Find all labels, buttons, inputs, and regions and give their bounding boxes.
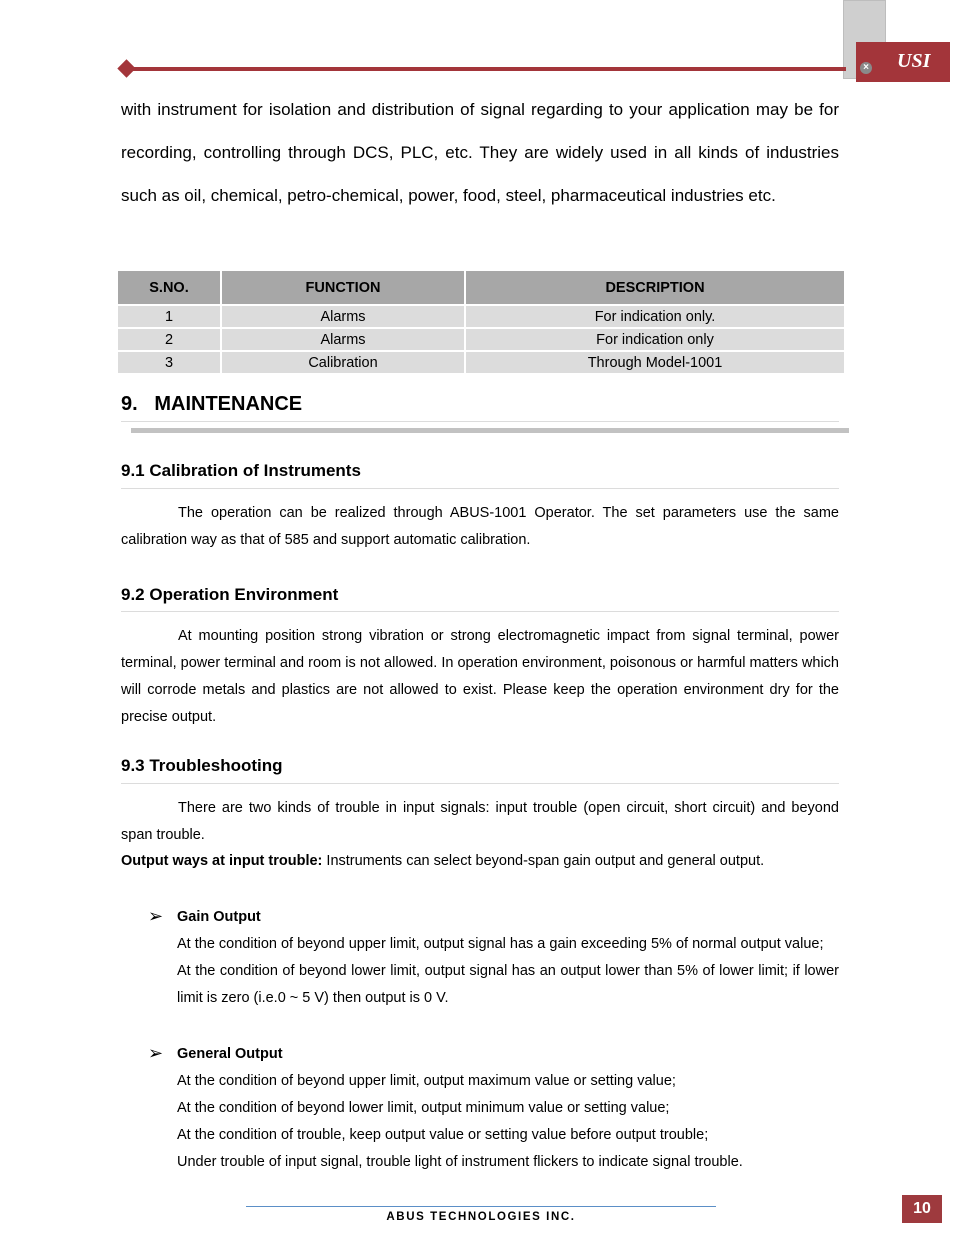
arrow-bullet-icon: ➢: [148, 1043, 164, 1063]
intro-paragraph: with instrument for isolation and distribution of signal regarding to your application may be for recording, controlling through DCS, PLC, etc. They are widely used in all kinds of industries such as oil, chemical, petro-chemical, power, food, steel, pharmaceutical industries etc.: [121, 100, 839, 205]
general-output-line: At the condition of beyond upper limit, output maximum value or setting value;: [177, 1073, 676, 1089]
output-ways-label: Output ways at input trouble:: [121, 853, 323, 869]
table-header-row: [118, 271, 844, 305]
table-cell: For indication only: [465, 328, 844, 351]
footer-company: ABUS TECHNOLOGIES INC.: [386, 1211, 576, 1223]
table-cell: Alarms: [221, 328, 465, 351]
troubleshooting-paragraph: There are two kinds of trouble in input signals: input trouble (open circuit, short circuit) and beyond span trouble.: [121, 800, 839, 843]
gain-output-line: At the condition of beyond upper limit, output signal has a gain exceeding 5% of normal output value;: [177, 936, 824, 952]
output-ways-line: [121, 848, 764, 875]
table-cell: Calibration: [221, 351, 465, 373]
function-table: [118, 271, 844, 373]
general-output-line: At the condition of beyond lower limit, output minimum value or setting value;: [177, 1100, 670, 1116]
page-number: 10: [902, 1195, 942, 1223]
general-output-line: Under trouble of input signal, trouble light of instrument flickers to indicate signal trouble.: [177, 1154, 743, 1170]
table-cell: 2: [118, 328, 221, 351]
arrow-bullet-icon: ➢: [148, 906, 164, 926]
general-output-label: General Output: [177, 1046, 283, 1062]
usi-logo: USI: [856, 42, 950, 82]
table-cell: For indication only.: [465, 305, 844, 328]
header-rule: [126, 67, 846, 71]
gain-output-body: [177, 931, 839, 1012]
table-cell: Through Model-1001: [465, 351, 844, 373]
general-output-line: At the condition of trouble, keep output value or setting value before output trouble;: [177, 1127, 709, 1143]
table-header: S.NO.: [118, 271, 221, 305]
table-header: DESCRIPTION: [465, 271, 844, 305]
table-row: [118, 305, 844, 328]
subsection-rule: [121, 611, 839, 612]
subsection-heading-calibration: 9.1 Calibration of Instruments: [121, 461, 361, 480]
section-heading-maintenance: 9. MAINTENANCE: [121, 393, 303, 415]
x-circle-icon: ×: [860, 62, 872, 74]
table-row: [118, 351, 844, 373]
section-divider-bar: [131, 428, 849, 433]
table-header: FUNCTION: [221, 271, 465, 305]
table-cell: 1: [118, 305, 221, 328]
general-output-body: [177, 1068, 839, 1176]
subsection-heading-troubleshooting: 9.3 Troubleshooting: [121, 756, 283, 775]
subsection-rule: [121, 783, 839, 784]
header-diamond: [117, 59, 135, 77]
table-row: [118, 328, 844, 351]
gain-output-label: Gain Output: [177, 909, 261, 925]
gain-output-line: At the condition of beyond lower limit, output signal has an output lower than 5% of lower limit; if lower limit is zero (i.e.0 ~ 5 V) then output is 0 V.: [177, 963, 839, 1006]
table-cell: 3: [118, 351, 221, 373]
environment-paragraph: At mounting position strong vibration or strong electromagnetic impact from signal terminal, power terminal, power terminal and room is not allowed. In operation environment, poisonous or harmful matters which will corrode metals and plastics are not allowed to exist. Please keep the operation environment dry for the precise output.: [121, 628, 839, 725]
footer-rule: [246, 1206, 716, 1207]
subsection-rule: [121, 488, 839, 489]
output-ways-text: Instruments can select beyond-span gain output and general output.: [322, 853, 765, 869]
section-rule: [121, 421, 839, 422]
subsection-heading-environment: 9.2 Operation Environment: [121, 585, 339, 604]
table-cell: Alarms: [221, 305, 465, 328]
calibration-paragraph: The operation can be realized through ABUS-1001 Operator. The set parameters use the same calibration way as that of 585 and support automatic calibration.: [121, 505, 839, 548]
